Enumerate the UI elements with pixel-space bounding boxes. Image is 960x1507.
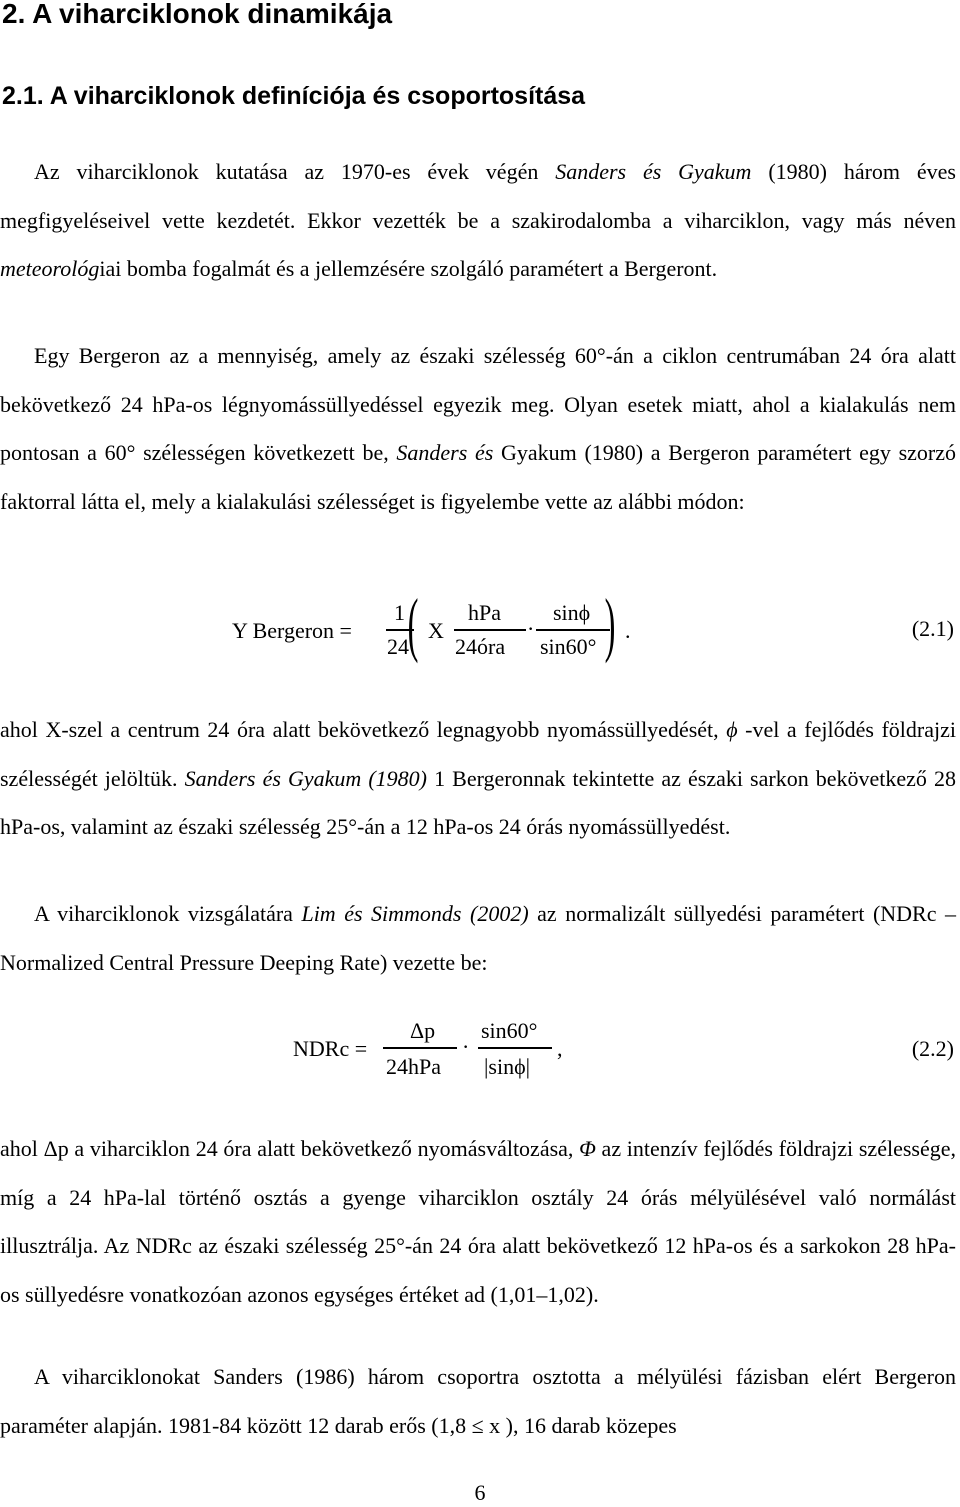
section-heading: 2. A viharciklonok dinamikája [2, 0, 393, 29]
paragraph-variables: ahol X-szel a centrum 24 óra alatt bekövetkező legnagyobb nyomássüllyedését, ϕ -vel a fejlődés földrajzi szélességét jelöltük. Sanders és Gyakum (1980) 1 Bergeronnak tekintette az északi sarkon bekövetkező 28 hPa-os, valamint az északi szélesség 25°-án a 12 hPa-os 24 órás nyomássüllyedést. [0, 717, 957, 839]
equation-2-2: NDRc = Δp 24hPa · sin60° |sinϕ| , (2.2) [293, 1018, 954, 1079]
subsection-heading: 2.1. A viharciklonok definíciója és csoportosítása [2, 82, 586, 110]
page-number: 6 [474, 1480, 486, 1505]
paragraph-sanders-groups: A viharciklonokat Sanders (1986) három csoportra osztotta a mélyülési fázisban elért Bergeron paraméter alapján. 1981-84 között 12 darab erős (1,8 ≤ x ), 16 darab közepes [0, 1364, 956, 1438]
paragraph-ndrc-explanation: ahol Δp a viharciklon 24 óra alatt bekövetkező nyomásváltozása, Φ az intenzív fejlődés földrajzi szélessége, míg a 24 hPa-lal történő osztás a gyenge viharciklon osztály 24 órás mélyülésével való normálást illusztrálja. Az NDRc az északi szélesség 25°-án 24 óra alatt bekövetkező 12 hPa-os és a sarkokon 28 hPa-os süllyedésre vonatkozóan azonos egységes értéket ad (1,01–1,02). [0, 1136, 956, 1307]
paragraph-intro: Az viharciklonok kutatása az 1970-es évek végén Sanders és Gyakum (1980) három éves megfigyeléseivel vette kezdetét. Ekkor vezették be a szakirodalomba a viharciklon, vagy más néven meteorológiai bomba fogalmát és a jellemzésére szolgáló paramétert a Bergeront. [0, 159, 956, 281]
paragraph-ndrc-intro: A viharciklonok vizsgálatára Lim és Simmonds (2002) az normalizált süllyedési paramétert (NDRc – Normalized Central Pressure Deeping Rate) vezette be: [0, 901, 956, 975]
equation-2-1: Y Bergeron = 1 24 ( X hPa 24óra · sinϕ sin60° ) . (2.1) [232, 584, 954, 664]
paragraph-bergeron-definition: Egy Bergeron az a mennyiség, amely az északi szélesség 60°-án a ciklon centrumában 24 óra alatt bekövetkező 24 hPa-os légnyomássüllyedéssel egyezik meg. Olyan esetek miatt, ahol a kialakulás nem pontosan a 60° szélességen következett be, Sanders és Gyakum (1980) a Bergeron paramétert egy szorzó faktorral látta el, mely a kialakulási szélességet is figyelembe vette az alábbi módon: [0, 343, 956, 514]
